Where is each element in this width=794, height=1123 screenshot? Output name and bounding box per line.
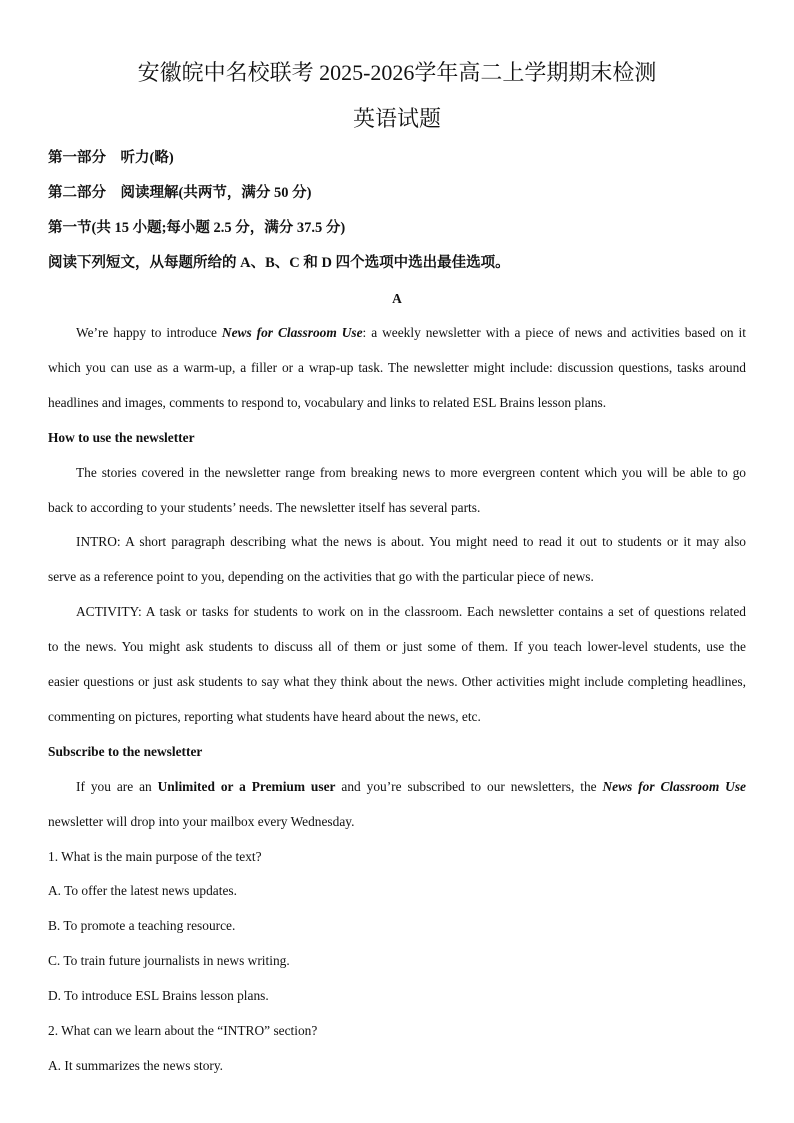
- intro-text: We’re happy to introduce: [76, 325, 222, 340]
- section-one-heading: 第一节(共 15 小题;每小题 2.5 分，满分 37.5 分): [48, 220, 346, 236]
- newsletter-name: News for Classroom Use: [602, 779, 746, 794]
- intro-section-line: INTRO: A short paragraph describing what the news is about. You might need to read it out to students or it may also: [76, 534, 746, 549]
- subscribe-paragraph-line: newsletter will drop into your mailbox every Wednesday.: [48, 814, 355, 829]
- how-paragraph-line: back to according to your students’ needs. The newsletter itself has several parts.: [48, 500, 481, 515]
- newsletter-name: News for Classroom Use: [221, 325, 363, 340]
- part-two-heading: 第二部分 阅读理解(共两节，满分 50 分): [48, 185, 312, 201]
- intro-paragraph-line: headlines and images, comments to respond to, vocabulary and links to related ESL Brains lesson plans.: [48, 395, 607, 410]
- question-option: A. To offer the latest news updates.: [48, 883, 237, 898]
- intro-paragraph-line: which you can use as a warm-up, a filler or a wrap-up task. The newsletter might include: discussion questions, tasks around: [48, 360, 746, 375]
- question-option: A. It summarizes the news story.: [48, 1058, 224, 1073]
- question-option: B. To promote a teaching resource.: [48, 918, 236, 933]
- question-stem: 1. What is the main purpose of the text?: [48, 849, 262, 864]
- question-option: D. To introduce ESL Brains lesson plans.: [48, 988, 269, 1003]
- activity-section-line: to the news. You might ask students to discuss all of them or just some of them. If you teach lower-level students, use the: [48, 639, 746, 654]
- exam-title: 安徽皖中名校联考 2025-2026学年高二上学期期末检测: [137, 60, 657, 85]
- instruction-text: 阅读下列短文，从每题所给的 A、B、C 和 D 四个选项中选出最佳选项。: [48, 255, 510, 271]
- subscribe-heading: Subscribe to the newsletter: [48, 744, 203, 759]
- part-one-heading: 第一部分 听力(略): [48, 150, 174, 166]
- exam-subtitle: 英语试题: [352, 106, 441, 131]
- subscribe-text: If you are an: [76, 779, 158, 794]
- user-type: Unlimited or a Premium user: [157, 779, 336, 794]
- subscribe-text: and you’re subscribed to our newsletters, the: [335, 779, 603, 794]
- how-paragraph-line: The stories covered in the newsletter range from breaking news to more evergreen content which you will be able to go: [76, 465, 746, 480]
- activity-section-line: ACTIVITY: A task or tasks for students to work on in the classroom. Each newsletter contains a set of questions related: [76, 604, 746, 619]
- passage-label: A: [392, 291, 402, 306]
- intro-section-line: serve as a reference point to you, depending on the activities that go with the particular piece of news.: [48, 569, 594, 584]
- intro-text: : a weekly newsletter with a piece of news and activities based on it: [362, 325, 746, 340]
- activity-section-line: easier questions or just ask students to say what they think about the news. Other activities might include completing headlines,: [48, 674, 746, 689]
- subscribe-paragraph-line: [76, 777, 746, 797]
- question-option: C. To train future journalists in news writing.: [48, 953, 290, 968]
- how-to-use-heading: How to use the newsletter: [48, 430, 195, 445]
- activity-section-line: commenting on pictures, reporting what students have heard about the news, etc.: [48, 709, 481, 724]
- intro-paragraph-line: [76, 323, 746, 343]
- question-stem: 2. What can we learn about the “INTRO” section?: [48, 1023, 318, 1038]
